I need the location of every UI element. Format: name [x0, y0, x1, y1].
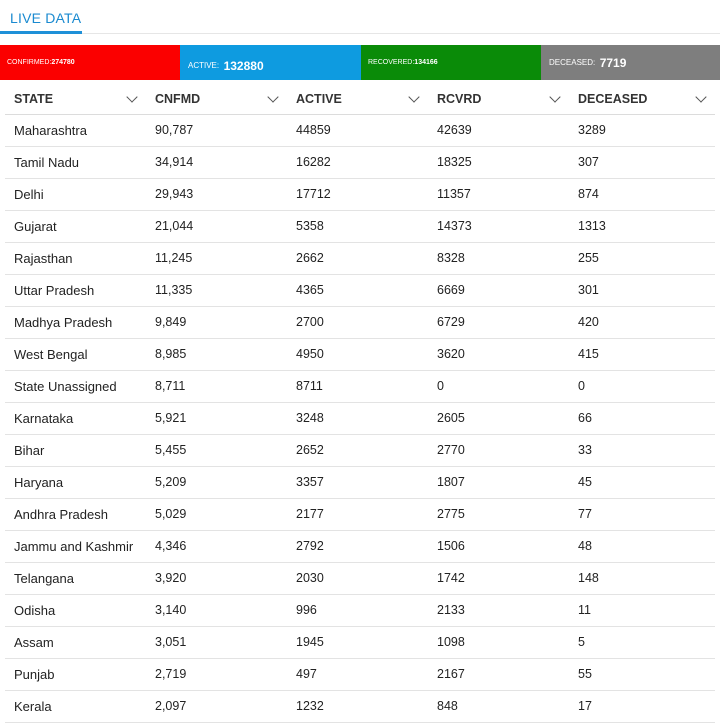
table-body	[5, 114, 715, 722]
state-cell: Bihar	[5, 434, 146, 466]
confirmed-value: 274780	[51, 59, 75, 66]
recovered-cell: 2167	[428, 658, 569, 690]
table-row[interactable]	[5, 114, 715, 146]
active-cell: 1945	[287, 626, 428, 658]
deceased-cell: 66	[569, 402, 715, 434]
state-cell: State Unassigned	[5, 370, 146, 402]
recovered-cell: 6669	[428, 274, 569, 306]
recovered-label: RECOVERED:	[368, 59, 415, 66]
column-header-label: DECEASED	[578, 91, 648, 106]
confirmed-cell: 4,346	[146, 530, 287, 562]
active-cell: 3248	[287, 402, 428, 434]
state-cell: Assam	[5, 626, 146, 658]
column-header-state[interactable]	[5, 84, 146, 114]
deceased-cell: 33	[569, 434, 715, 466]
state-cell: Tamil Nadu	[5, 146, 146, 178]
table-row[interactable]	[5, 530, 715, 562]
table-row[interactable]	[5, 626, 715, 658]
active-cell: 3357	[287, 466, 428, 498]
recovered-cell: 18325	[428, 146, 569, 178]
recovered-value: 134166	[414, 59, 438, 66]
active-cell: 4365	[287, 274, 428, 306]
active-cell: 44859	[287, 114, 428, 146]
state-cell: Kerala	[5, 690, 146, 722]
table-row[interactable]	[5, 306, 715, 338]
chevron-down-icon[interactable]	[408, 91, 419, 102]
column-header-active[interactable]	[287, 84, 428, 114]
deceased-value: 7719	[599, 55, 627, 70]
state-cell: Odisha	[5, 594, 146, 626]
table-row[interactable]	[5, 210, 715, 242]
recovered-cell: 2775	[428, 498, 569, 530]
confirmed-label: CONFIRMED:	[7, 59, 52, 66]
active-value: 132880	[223, 58, 264, 73]
recovered-cell: 1098	[428, 626, 569, 658]
recovered-cell: 3620	[428, 338, 569, 370]
tab-live-data-label: LIVE DATA	[10, 10, 82, 26]
chevron-down-icon[interactable]	[267, 91, 278, 102]
recovered-cell: 1742	[428, 562, 569, 594]
table-row[interactable]	[5, 242, 715, 274]
active-cell: 2652	[287, 434, 428, 466]
state-cell: Gujarat	[5, 210, 146, 242]
deceased-cell: 55	[569, 658, 715, 690]
deceased-cell: 48	[569, 530, 715, 562]
table-row[interactable]	[5, 338, 715, 370]
table-row[interactable]	[5, 434, 715, 466]
state-data-table	[5, 84, 715, 723]
deceased-cell: 255	[569, 242, 715, 274]
table-row[interactable]	[5, 146, 715, 178]
state-cell: Rajasthan	[5, 242, 146, 274]
deceased-summary	[541, 45, 720, 80]
recovered-cell: 6729	[428, 306, 569, 338]
confirmed-cell: 3,051	[146, 626, 287, 658]
active-summary	[180, 45, 361, 80]
state-cell: Karnataka	[5, 402, 146, 434]
confirmed-cell: 5,029	[146, 498, 287, 530]
confirmed-cell: 29,943	[146, 178, 287, 210]
tab-live-data[interactable]	[0, 4, 82, 34]
table-row[interactable]	[5, 498, 715, 530]
confirmed-cell: 2,097	[146, 690, 287, 722]
recovered-cell: 2133	[428, 594, 569, 626]
deceased-cell: 1313	[569, 210, 715, 242]
confirmed-cell: 2,719	[146, 658, 287, 690]
deceased-cell: 148	[569, 562, 715, 594]
deceased-cell: 11	[569, 594, 715, 626]
state-cell: Madhya Pradesh	[5, 306, 146, 338]
recovered-cell: 8328	[428, 242, 569, 274]
confirmed-cell: 34,914	[146, 146, 287, 178]
chevron-down-icon[interactable]	[695, 91, 706, 102]
recovered-cell: 1807	[428, 466, 569, 498]
confirmed-cell: 8,985	[146, 338, 287, 370]
deceased-cell: 3289	[569, 114, 715, 146]
active-cell: 16282	[287, 146, 428, 178]
confirmed-cell: 5,455	[146, 434, 287, 466]
confirmed-cell: 21,044	[146, 210, 287, 242]
state-cell: West Bengal	[5, 338, 146, 370]
recovered-cell: 0	[428, 370, 569, 402]
active-cell: 17712	[287, 178, 428, 210]
recovered-summary	[361, 45, 541, 80]
table-row[interactable]	[5, 274, 715, 306]
state-cell: Delhi	[5, 178, 146, 210]
deceased-cell: 874	[569, 178, 715, 210]
state-cell: Maharashtra	[5, 114, 146, 146]
recovered-cell: 14373	[428, 210, 569, 242]
table-row[interactable]	[5, 466, 715, 498]
chevron-down-icon[interactable]	[126, 91, 137, 102]
deceased-cell: 77	[569, 498, 715, 530]
deceased-cell: 420	[569, 306, 715, 338]
confirmed-cell: 11,335	[146, 274, 287, 306]
table-row[interactable]	[5, 178, 715, 210]
deceased-cell: 301	[569, 274, 715, 306]
confirmed-cell: 5,921	[146, 402, 287, 434]
active-cell: 1232	[287, 690, 428, 722]
state-cell: Andhra Pradesh	[5, 498, 146, 530]
column-header-label: RCVRD	[437, 91, 482, 106]
deceased-cell: 45	[569, 466, 715, 498]
confirmed-cell: 90,787	[146, 114, 287, 146]
deceased-cell: 415	[569, 338, 715, 370]
confirmed-cell: 8,711	[146, 370, 287, 402]
column-header-rcvrd[interactable]	[428, 84, 569, 114]
active-cell: 4950	[287, 338, 428, 370]
chevron-down-icon[interactable]	[549, 91, 560, 102]
state-cell: Uttar Pradesh	[5, 274, 146, 306]
column-header-label: CNFMD	[155, 91, 201, 106]
table-header-row	[5, 84, 715, 114]
table-row[interactable]	[5, 402, 715, 434]
state-cell: Punjab	[5, 658, 146, 690]
active-cell: 2177	[287, 498, 428, 530]
active-cell: 8711	[287, 370, 428, 402]
recovered-cell: 1506	[428, 530, 569, 562]
column-header-deceased[interactable]	[569, 84, 715, 114]
table-row[interactable]	[5, 658, 715, 690]
recovered-cell: 2605	[428, 402, 569, 434]
tab-bar	[0, 0, 720, 34]
confirmed-summary	[0, 45, 180, 80]
confirmed-cell: 9,849	[146, 306, 287, 338]
confirmed-cell: 3,140	[146, 594, 287, 626]
deceased-label: DECEASED:	[549, 58, 596, 67]
recovered-cell: 2770	[428, 434, 569, 466]
table-row[interactable]	[5, 594, 715, 626]
active-label: ACTIVE:	[188, 61, 220, 70]
column-header-cnfmd[interactable]	[146, 84, 287, 114]
active-cell: 5358	[287, 210, 428, 242]
confirmed-cell: 3,920	[146, 562, 287, 594]
deceased-cell: 17	[569, 690, 715, 722]
deceased-cell: 307	[569, 146, 715, 178]
state-cell: Telangana	[5, 562, 146, 594]
column-header-label: ACTIVE	[296, 91, 342, 106]
table-row[interactable]	[5, 690, 715, 722]
recovered-cell: 848	[428, 690, 569, 722]
summary-bar	[0, 45, 720, 80]
deceased-cell: 5	[569, 626, 715, 658]
column-header-label: STATE	[14, 91, 54, 106]
state-cell: Haryana	[5, 466, 146, 498]
confirmed-cell: 11,245	[146, 242, 287, 274]
recovered-cell: 42639	[428, 114, 569, 146]
state-cell: Jammu and Kashmir	[5, 530, 146, 562]
confirmed-cell: 5,209	[146, 466, 287, 498]
table-row[interactable]	[5, 562, 715, 594]
active-cell: 497	[287, 658, 428, 690]
recovered-cell: 11357	[428, 178, 569, 210]
deceased-cell: 0	[569, 370, 715, 402]
active-cell: 2792	[287, 530, 428, 562]
active-cell: 2030	[287, 562, 428, 594]
table-row[interactable]	[5, 370, 715, 402]
active-cell: 2700	[287, 306, 428, 338]
active-cell: 996	[287, 594, 428, 626]
active-cell: 2662	[287, 242, 428, 274]
